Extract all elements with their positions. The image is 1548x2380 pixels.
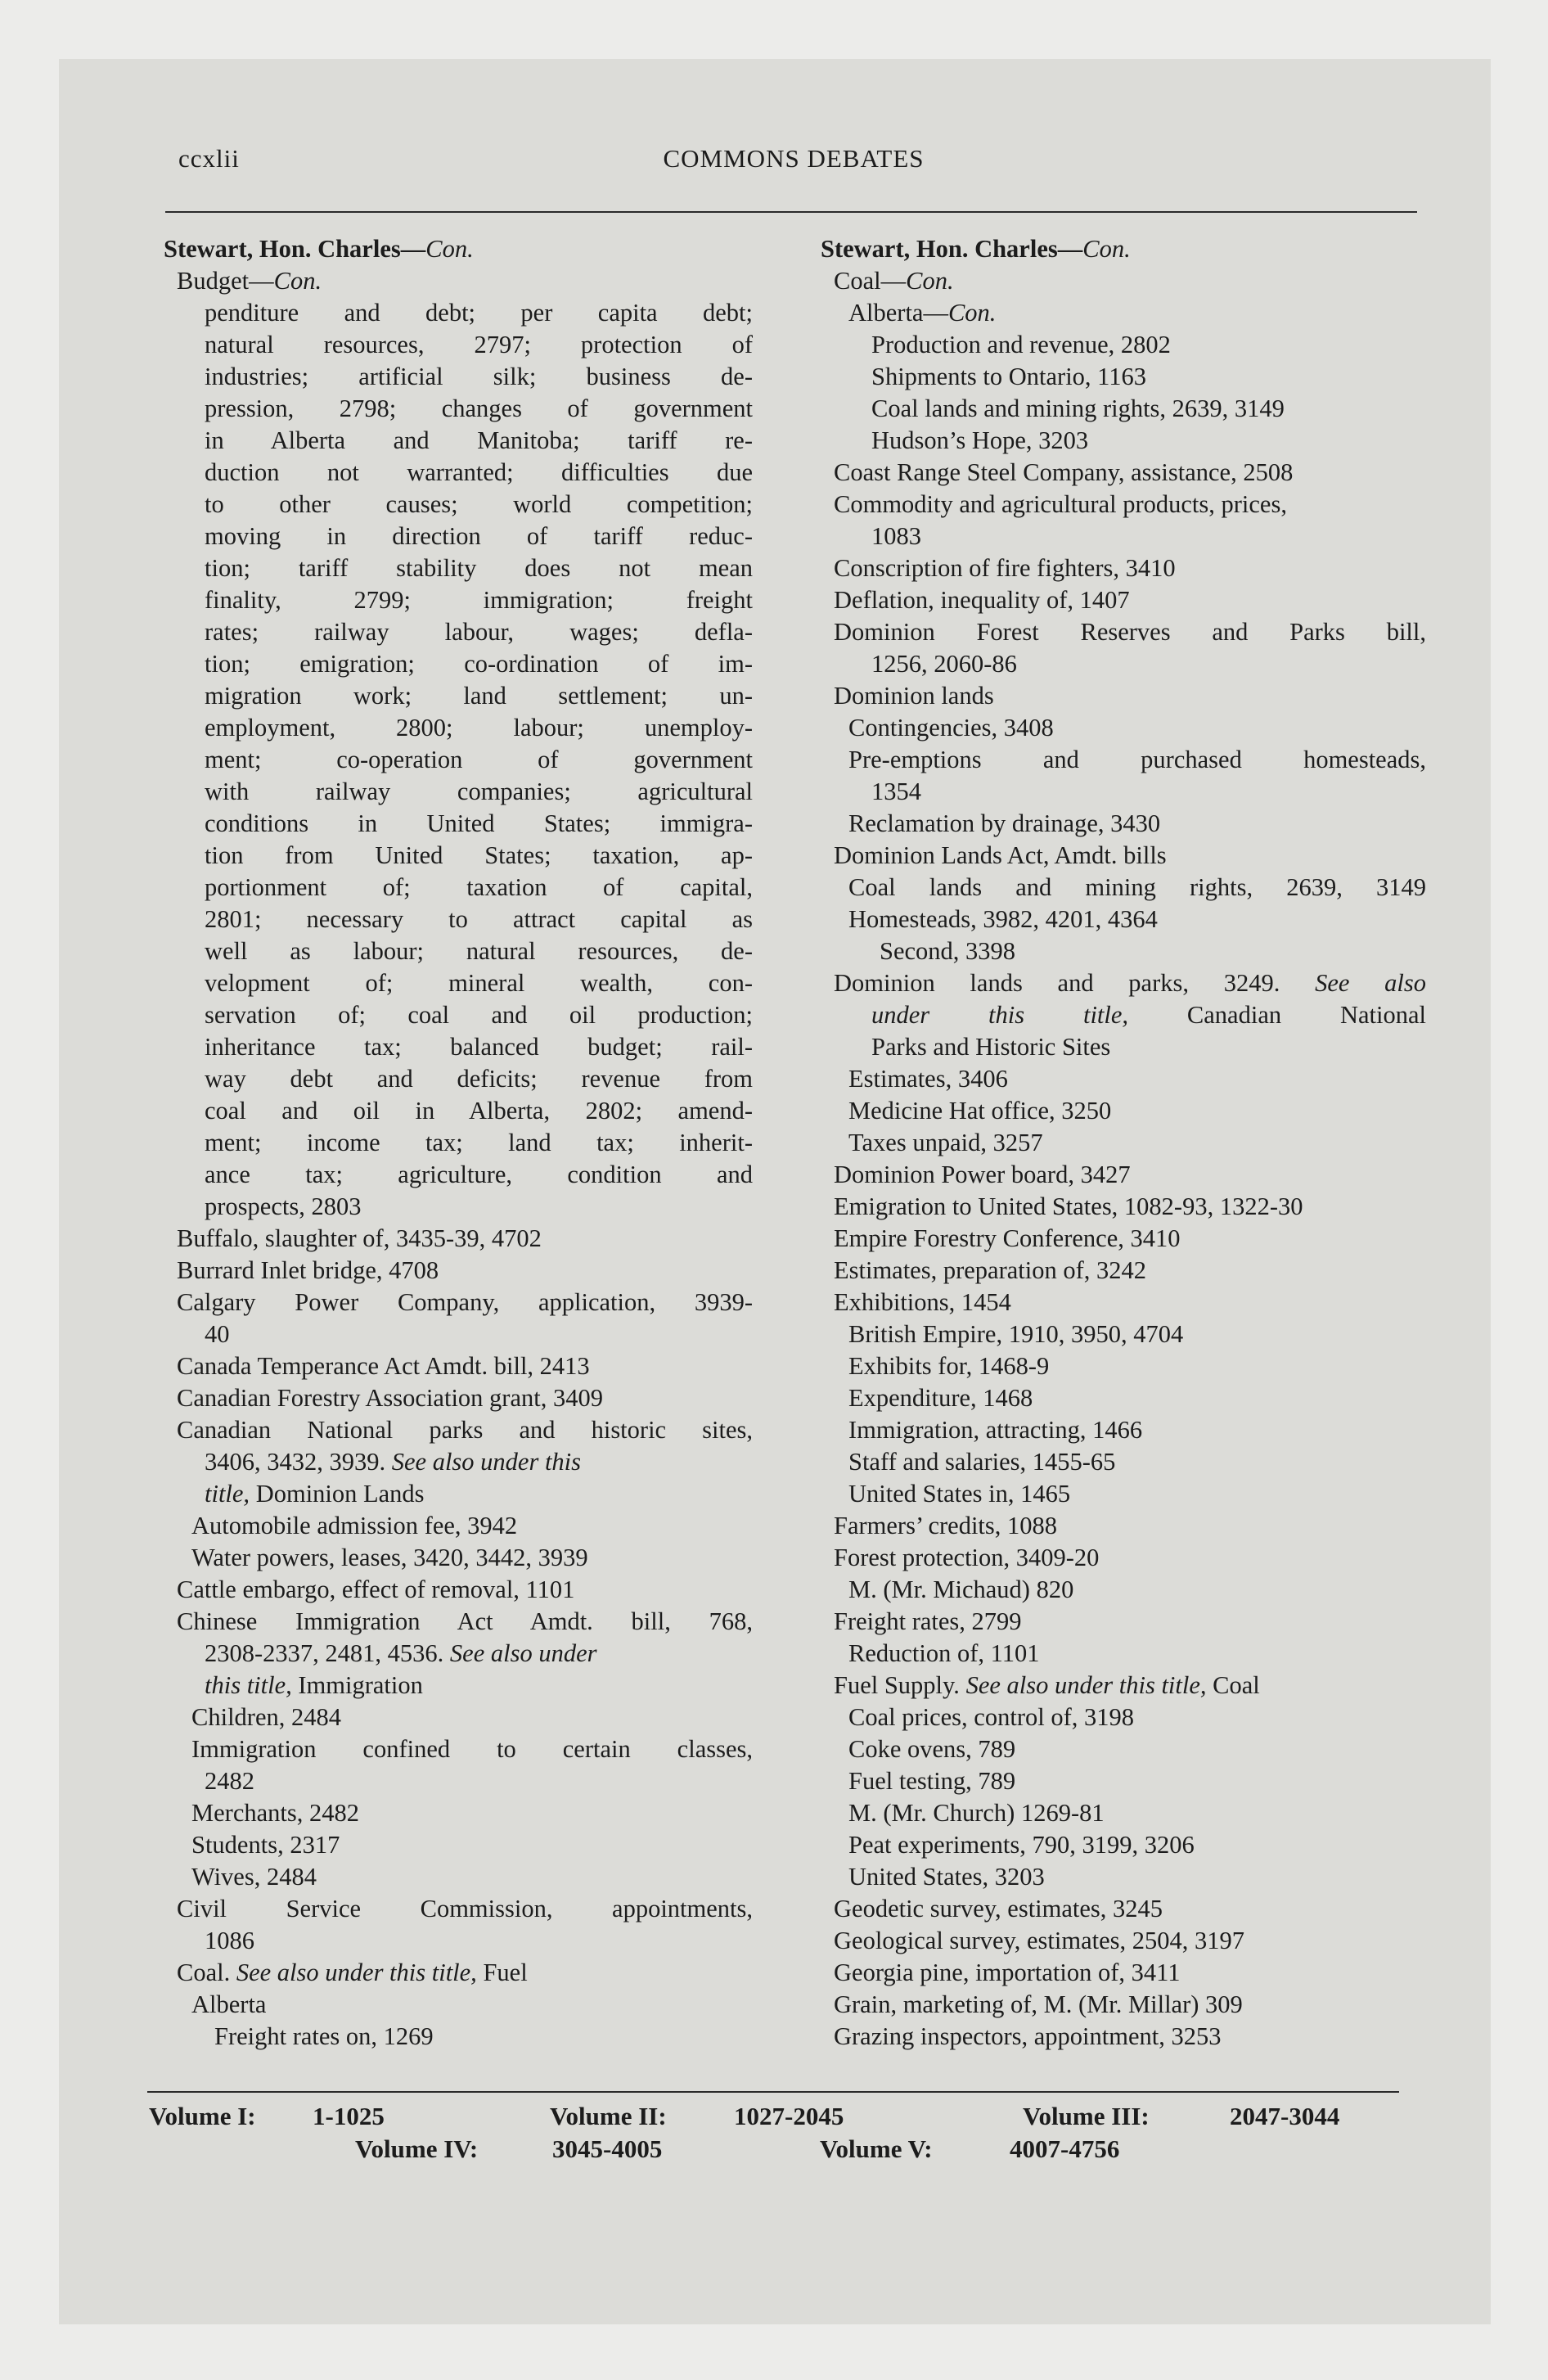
footer-rule (147, 2091, 1399, 2093)
entry-text: Pre-emptions and purchased homesteads, (848, 746, 1426, 773)
entry-text: Chinese Immigration Act Amdt. bill, 768, (177, 1607, 753, 1635)
entry-trailing-text: Dominion Lands (250, 1480, 425, 1508)
entry-text: Staff and salaries, 1455-65 (848, 1448, 1116, 1476)
entry-text: Dominion Power board, 3427 (834, 1161, 1131, 1188)
entry-text: Wives, 2484 (191, 1863, 317, 1891)
entry-text: Dominion lands (834, 682, 994, 710)
entry-text: Medicine Hat office, 3250 (848, 1097, 1112, 1125)
index-entry (821, 1350, 1426, 1382)
entry-text: 3406, 3432, 3939. (205, 1448, 392, 1476)
entry-text: Expenditure, 1468 (848, 1384, 1033, 1412)
index-entry (164, 1765, 753, 1797)
index-entry (164, 1542, 753, 1574)
volume-1-label: Volume I: (149, 2102, 256, 2130)
index-entry (164, 489, 753, 521)
index-entry (821, 329, 1426, 361)
entry-text: ment; co-operation of government (205, 746, 753, 773)
entry-text: 2801; necessary to attract capital as (205, 905, 753, 933)
entry-text: Exhibits for, 1468-9 (848, 1352, 1050, 1380)
entry-text: Alberta (191, 1990, 267, 2018)
volume-3-range: 2047-3044 (1230, 2102, 1340, 2130)
index-entry (821, 1095, 1426, 1127)
index-entry (821, 712, 1426, 744)
entry-text: way debt and deficits; revenue from (205, 1065, 753, 1093)
index-entry (821, 999, 1426, 1031)
entry-trailing-text: Canadian National (1128, 1001, 1426, 1029)
volume-2-range: 1027-2045 (734, 2102, 844, 2130)
index-entry (821, 2021, 1426, 2053)
entry-text: Georgia pine, importation of, 3411 (834, 1959, 1181, 1986)
left-index-column (164, 233, 753, 2053)
entry-text: penditure and debt; per capita debt; (205, 299, 753, 327)
index-entry (821, 1063, 1426, 1095)
index-entry (164, 1989, 753, 2021)
entry-text: Automobile admission fee, 3942 (191, 1512, 518, 1539)
entry-text: Coal— (834, 267, 907, 295)
index-entry (164, 584, 753, 616)
index-entry (164, 1925, 753, 1957)
entry-text: natural resources, 2797; protection of (205, 331, 753, 358)
entry-text: Civil Service Commission, appointments, (177, 1895, 753, 1922)
index-entry (821, 872, 1426, 904)
entry-text: United States, 3203 (848, 1863, 1045, 1891)
entry-text: Production and revenue, 2802 (871, 331, 1171, 358)
entry-text: ance tax; agriculture, condition and (205, 1161, 753, 1188)
entry-text: Dominion Forest Reserves and Parks bill, (834, 618, 1426, 646)
entry-text: Budget— (177, 267, 274, 295)
entry-text: Forest protection, 3409-20 (834, 1544, 1100, 1571)
index-entry (164, 361, 753, 393)
index-entry (164, 1287, 753, 1318)
index-entry (821, 840, 1426, 872)
entry-text: velopment of; mineral wealth, con- (205, 969, 753, 997)
entry-text: Second, 3398 (880, 937, 1016, 965)
entry-text: Dominion Lands Act, Amdt. bills (834, 841, 1167, 869)
entry-text: Commodity and agricultural products, prices, (834, 490, 1287, 518)
index-entry (164, 904, 753, 935)
entry-text: Grain, marketing of, M. (Mr. Millar) 309 (834, 1990, 1243, 2018)
index-entry (821, 680, 1426, 712)
entry-text: Freight rates on, 1269 (214, 2022, 434, 2050)
entry-trailing-text: Immigration (291, 1671, 423, 1699)
index-entry (821, 808, 1426, 840)
index-entry (821, 521, 1426, 552)
entry-text: servation of; coal and oil production; (205, 1001, 753, 1029)
entry-text: Deflation, inequality of, 1407 (834, 586, 1130, 614)
entry-text: in Alberta and Manitoba; tariff re- (205, 426, 753, 454)
volume-4-label: Volume IV: (355, 2134, 479, 2163)
entry-text: Parks and Historic Sites (871, 1033, 1111, 1061)
entry-trailing-text: Fuel (476, 1959, 528, 1986)
index-entry (164, 1797, 753, 1829)
index-entry (164, 1159, 753, 1191)
page-folio: ccxlii (178, 144, 240, 173)
header-rule (165, 211, 1417, 213)
index-entry (821, 1478, 1426, 1510)
index-entry (164, 1318, 753, 1350)
entry-text: ment; income tax; land tax; inherit- (205, 1129, 753, 1156)
index-entry (821, 616, 1426, 648)
entry-text: Coal prices, control of, 3198 (848, 1703, 1134, 1731)
entry-text: Peat experiments, 790, 3199, 3206 (848, 1831, 1195, 1859)
index-entry (164, 1478, 753, 1510)
entry-text: Calgary Power Company, application, 3939- (177, 1288, 753, 1316)
index-entry (821, 361, 1426, 393)
entry-text: Fuel Supply. (834, 1671, 966, 1699)
entry-text: British Empire, 1910, 3950, 4704 (848, 1320, 1184, 1348)
index-entry (164, 1574, 753, 1606)
index-entry (821, 1223, 1426, 1255)
index-entry (164, 393, 753, 425)
index-entry (821, 1159, 1426, 1191)
entry-text: Coal lands and mining rights, 2639, 3149 (871, 394, 1285, 422)
index-entry (821, 1829, 1426, 1861)
volume-4-range: 3045-4005 (552, 2134, 663, 2163)
index-entry (164, 329, 753, 361)
entry-text: Taxes unpaid, 3257 (848, 1129, 1043, 1156)
entry-italic-text: Con. (425, 235, 474, 263)
index-entry (821, 904, 1426, 935)
index-entry (821, 265, 1426, 297)
index-entry (821, 1287, 1426, 1318)
index-entry (164, 521, 753, 552)
index-entry (164, 297, 753, 329)
entry-text: Canadian National parks and historic sites, (177, 1416, 753, 1444)
index-entry (164, 552, 753, 584)
index-entry (164, 744, 753, 776)
index-entry (821, 1765, 1426, 1797)
entry-text: Emigration to United States, 1082-93, 1322-30 (834, 1192, 1303, 1220)
index-entry (164, 1733, 753, 1765)
entry-italic-text: Con. (906, 267, 954, 295)
entry-text: Cattle embargo, effect of removal, 1101 (177, 1575, 575, 1603)
index-entry (821, 1446, 1426, 1478)
entry-italic-text: Con. (947, 299, 997, 327)
entry-text: Students, 2317 (191, 1831, 340, 1859)
index-entry (164, 840, 753, 872)
index-entry (821, 1414, 1426, 1446)
index-entry (164, 616, 753, 648)
index-entry (821, 1318, 1426, 1350)
entry-text: Homesteads, 3982, 4201, 4364 (848, 905, 1158, 933)
index-entry (164, 1382, 753, 1414)
entry-text: tion; emigration; co-ordination of im- (205, 650, 753, 678)
index-entry (164, 808, 753, 840)
entry-text: Contingencies, 3408 (848, 714, 1054, 741)
index-entry (821, 744, 1426, 776)
entry-text: conditions in United States; immigra- (205, 809, 753, 837)
entry-italic-text: See also (1315, 969, 1426, 997)
index-entry (821, 1574, 1426, 1606)
index-entry (164, 1510, 753, 1542)
index-entry (164, 776, 753, 808)
entry-text: Merchants, 2482 (191, 1799, 359, 1827)
entry-text: prospects, 2803 (205, 1192, 362, 1220)
index-entry (164, 967, 753, 999)
index-entry (164, 1255, 753, 1287)
entry-text: portionment of; taxation of capital, (205, 873, 753, 901)
entry-text: Coal lands and mining rights, 2639, 3149 (848, 873, 1426, 901)
entry-text: Canadian Forestry Association grant, 3409 (177, 1384, 603, 1412)
entry-italic-text: See also under (449, 1639, 597, 1667)
right-index-column (821, 233, 1426, 2053)
entry-italic-text: Con. (1082, 235, 1131, 263)
index-entry (821, 1510, 1426, 1542)
index-entry (164, 1127, 753, 1159)
entry-text: 1086 (205, 1927, 254, 1954)
index-entry (164, 1031, 753, 1063)
running-title: COMMONS DEBATES (663, 144, 925, 173)
index-entry (164, 1414, 753, 1446)
entry-text: Empire Forestry Conference, 3410 (834, 1224, 1181, 1252)
index-entry (821, 233, 1426, 265)
index-entry (821, 1191, 1426, 1223)
index-entry (164, 1829, 753, 1861)
index-entry (821, 1702, 1426, 1733)
index-entry (821, 1861, 1426, 1893)
entry-text: Conscription of fire fighters, 3410 (834, 554, 1176, 582)
entry-italic-text: See also under this title, (965, 1671, 1207, 1699)
entry-text: Reduction of, 1101 (848, 1639, 1040, 1667)
index-entry (821, 1031, 1426, 1063)
index-entry (821, 1127, 1426, 1159)
entry-text: pression, 2798; changes of government (205, 394, 753, 422)
index-entry (164, 1223, 753, 1255)
index-entry (821, 1989, 1426, 2021)
entry-text: 1256, 2060-86 (871, 650, 1017, 678)
index-entry (164, 457, 753, 489)
entry-italic-text: See also under this title, (236, 1959, 477, 1986)
entry-text: Grazing inspectors, appointment, 3253 (834, 2022, 1222, 2050)
index-entry (164, 712, 753, 744)
entry-trailing-text: Coal (1206, 1671, 1260, 1699)
entry-text: M. (Mr. Michaud) 820 (848, 1575, 1074, 1603)
index-entry (164, 999, 753, 1031)
index-entry (821, 1797, 1426, 1829)
entry-text: tion from United States; taxation, ap- (205, 841, 753, 869)
entry-text: Alberta— (848, 299, 948, 327)
volume-1-range: 1-1025 (313, 2102, 385, 2130)
entry-text: with railway companies; agricultural (205, 778, 753, 805)
entry-text: to other causes; world competition; (205, 490, 753, 518)
index-entry (164, 1095, 753, 1127)
entry-text: tion; tariff stability does not mean (205, 554, 753, 582)
entry-text: Exhibitions, 1454 (834, 1288, 1011, 1316)
entry-text: 1083 (871, 522, 921, 550)
entry-text: Fuel testing, 789 (848, 1767, 1016, 1795)
entry-text: Freight rates, 2799 (834, 1607, 1022, 1635)
entry-text: Immigration, attracting, 1466 (848, 1416, 1143, 1444)
entry-text: industries; artificial silk; business de- (205, 363, 753, 390)
entry-text: moving in direction of tariff reduc- (205, 522, 753, 550)
index-entry (821, 776, 1426, 808)
index-entry (821, 1733, 1426, 1765)
index-entry (821, 1893, 1426, 1925)
page-header (178, 144, 1409, 182)
index-entry (164, 1606, 753, 1638)
entry-text: Reclamation by drainage, 3430 (848, 809, 1161, 837)
entry-text: inheritance tax; balanced budget; rail- (205, 1033, 753, 1061)
entry-text: Buffalo, slaughter of, 3435-39, 4702 (177, 1224, 542, 1252)
entry-text: rates; railway labour, wages; defla- (205, 618, 753, 646)
entry-text: 2482 (205, 1767, 254, 1795)
index-entry (821, 967, 1426, 999)
index-entry (821, 648, 1426, 680)
index-entry (821, 584, 1426, 616)
entry-text: Geological survey, estimates, 2504, 3197 (834, 1927, 1245, 1954)
index-entry (164, 1063, 753, 1095)
entry-text: finality, 2799; immigration; freight (205, 586, 753, 614)
entry-text: Estimates, 3406 (848, 1065, 1008, 1093)
index-entry (164, 2021, 753, 2053)
entry-text: Coast Range Steel Company, assistance, 2508 (834, 458, 1294, 486)
entry-text: well as labour; natural resources, de- (205, 937, 753, 965)
entry-text: Stewart, Hon. Charles— (164, 235, 426, 263)
entry-italic-text: Con. (273, 267, 322, 295)
index-entry (821, 1957, 1426, 1989)
entry-italic-text: this title, (205, 1671, 292, 1699)
index-entry (821, 1606, 1426, 1638)
index-entry (821, 489, 1426, 521)
entry-text: 40 (205, 1320, 230, 1348)
index-entry (821, 1670, 1426, 1702)
index-entry (164, 648, 753, 680)
index-entry (164, 1861, 753, 1893)
entry-text: Burrard Inlet bridge, 4708 (177, 1256, 439, 1284)
entry-text: coal and oil in Alberta, 2802; amend- (205, 1097, 753, 1125)
volume-3-label: Volume III: (1023, 2102, 1150, 2130)
entry-text: Estimates, preparation of, 3242 (834, 1256, 1146, 1284)
index-entry (821, 297, 1426, 329)
index-entry (821, 1255, 1426, 1287)
entry-text: Stewart, Hon. Charles— (821, 235, 1083, 263)
entry-text: duction not warranted; difficulties due (205, 458, 753, 486)
index-entry (164, 1957, 753, 1989)
entry-text: Shipments to Ontario, 1163 (871, 363, 1147, 390)
volume-2-label: Volume II: (550, 2102, 667, 2130)
index-entry (164, 1670, 753, 1702)
entry-text: Children, 2484 (191, 1703, 341, 1731)
index-entry (821, 1542, 1426, 1574)
index-entry (821, 457, 1426, 489)
index-entry (821, 1382, 1426, 1414)
entry-italic-text: See also under this (391, 1448, 582, 1476)
index-entry (164, 1893, 753, 1925)
entry-text: Dominion lands and parks, 3249. (834, 969, 1316, 997)
index-entry (164, 1350, 753, 1382)
entry-text: migration work; land settlement; un- (205, 682, 753, 710)
volume-5-range: 4007-4756 (1010, 2134, 1120, 2163)
entry-text: Canada Temperance Act Amdt. bill, 2413 (177, 1352, 590, 1380)
entry-text: Farmers’ credits, 1088 (834, 1512, 1058, 1539)
entry-italic-text: title, (205, 1480, 250, 1508)
index-entry (164, 233, 753, 265)
volume-5-label: Volume V: (820, 2134, 933, 2163)
index-entry (164, 935, 753, 967)
index-entry (821, 425, 1426, 457)
index-entry (164, 872, 753, 904)
entry-text: Water powers, leases, 3420, 3442, 3939 (191, 1544, 588, 1571)
entry-text: Coke ovens, 789 (848, 1735, 1016, 1763)
entry-text: employment, 2800; labour; unemploy- (205, 714, 753, 741)
entry-text: 1354 (871, 778, 921, 805)
entry-text: Geodetic survey, estimates, 3245 (834, 1895, 1163, 1922)
entry-text: Immigration confined to certain classes, (191, 1735, 753, 1763)
entry-text: M. (Mr. Church) 1269-81 (848, 1799, 1105, 1827)
index-entry (821, 552, 1426, 584)
entry-text: United States in, 1465 (848, 1480, 1071, 1508)
index-entry (821, 1925, 1426, 1957)
index-entry (164, 1638, 753, 1670)
index-entry (821, 1638, 1426, 1670)
index-entry (821, 935, 1426, 967)
index-entry (164, 265, 753, 297)
entry-text: Coal. (177, 1959, 236, 1986)
index-entry (164, 425, 753, 457)
index-entry (821, 393, 1426, 425)
index-entry (164, 1702, 753, 1733)
entry-text: Hudson’s Hope, 3203 (871, 426, 1089, 454)
entry-italic-text: under this title, (871, 1001, 1129, 1029)
index-entry (164, 680, 753, 712)
index-entry (164, 1191, 753, 1223)
index-entry (164, 1446, 753, 1478)
entry-text: 2308-2337, 2481, 4536. (205, 1639, 450, 1667)
